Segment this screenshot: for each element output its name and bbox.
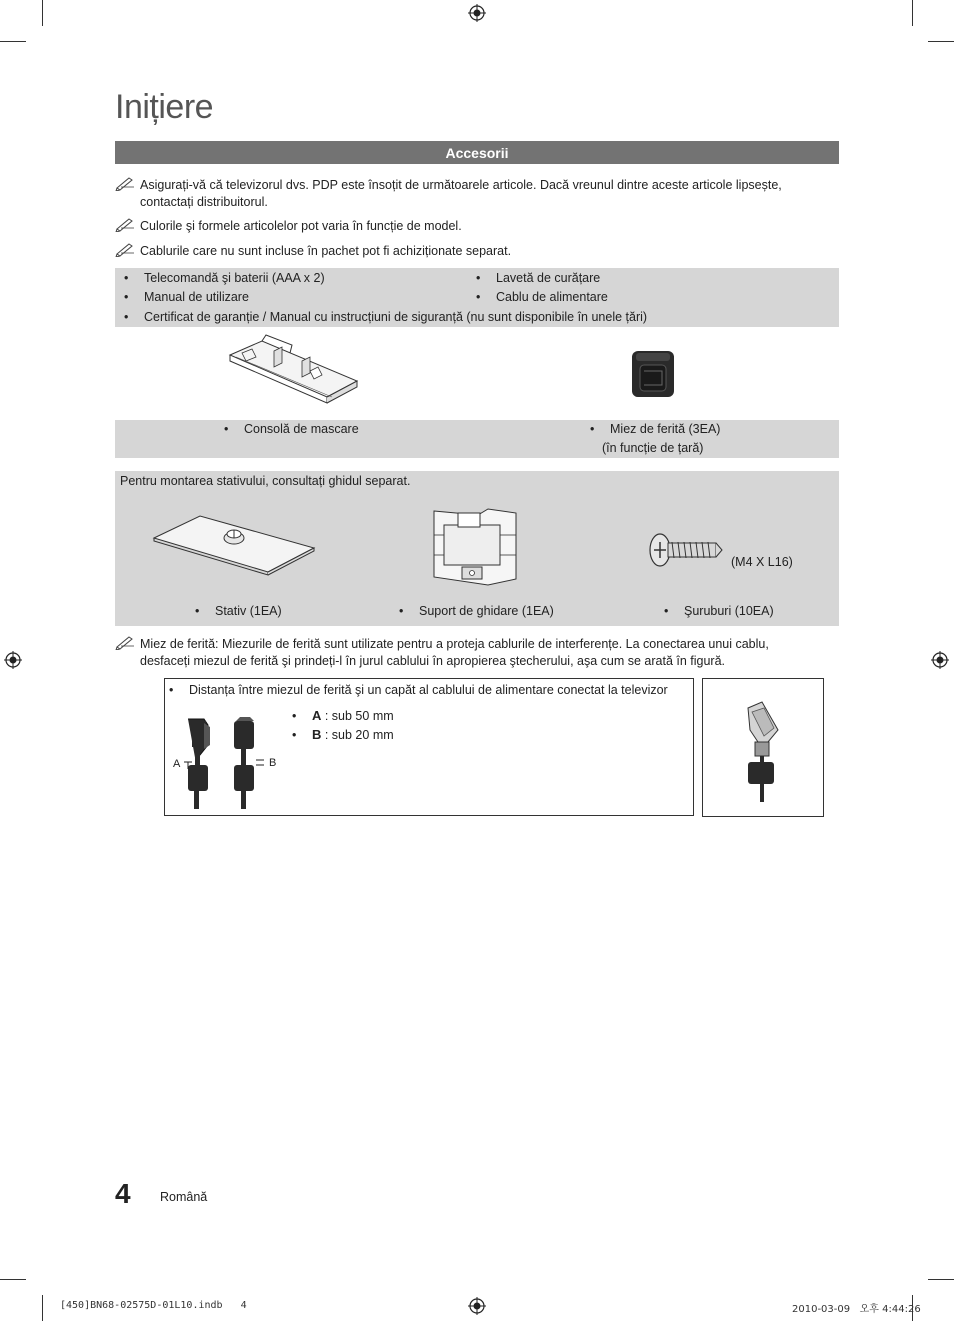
list-item: • B : sub 20 mm <box>292 727 394 742</box>
bullet-icon: • <box>664 604 669 618</box>
list-item: • Distanța între miezul de ferită şi un capăt al cablului de alimentare conectat la televizor <box>169 683 668 697</box>
page-language: Română <box>160 1190 208 1204</box>
bullet-icon: • <box>195 604 200 618</box>
bullet-icon: • <box>292 728 297 742</box>
list-item: • Consolă de mascare <box>224 422 359 436</box>
list-item: • Şuruburi (10EA) <box>664 604 774 618</box>
note-pencil-icon <box>115 241 135 257</box>
crop-mark <box>912 0 913 26</box>
bullet-icon: • <box>292 709 297 723</box>
note-text: Asigurați-vă că televizorul dvs. PDP este însoțit de următoarele articole. Dacă vreunul dintre aceste articole lipsește, <box>140 178 782 192</box>
bullet-icon: • <box>476 290 481 304</box>
print-timestamp: 2010-03-09 오후 4:44:26 <box>792 1304 921 1315</box>
stand-illustration <box>152 512 318 576</box>
ferrite-plug-illustration <box>738 700 784 804</box>
list-item: • Miez de ferită (3EA) <box>590 422 721 436</box>
ferrite-core-illustration <box>630 349 676 399</box>
list-item: • Manual de utilizare <box>124 290 249 304</box>
registration-mark-icon <box>468 1297 486 1315</box>
registration-mark-icon <box>468 4 486 22</box>
bullet-icon: • <box>590 422 595 436</box>
bullet-icon: • <box>476 271 481 285</box>
list-item: • A : sub 50 mm <box>292 708 394 723</box>
list-item: • Telecomandă şi baterii (AAA x 2) <box>124 271 325 285</box>
crop-mark <box>0 1279 26 1280</box>
note-text: Culorile şi formele articolelor pot varia în funcție de model. <box>140 219 462 233</box>
bullet-icon: • <box>124 290 129 304</box>
note-item <box>115 218 839 236</box>
page-title: Inițiere <box>115 88 214 126</box>
screw-illustration <box>648 530 724 570</box>
label-b: B <box>269 757 277 769</box>
note-pencil-icon <box>115 216 135 232</box>
page-number: 4 <box>115 1178 131 1209</box>
cover-bracket-illustration <box>222 333 362 405</box>
crop-mark <box>42 1295 43 1321</box>
stand-intro: Pentru montarea stativului, consultați ghidul separat. <box>120 474 411 488</box>
note-pencil-icon <box>115 634 135 650</box>
list-item: • Lavetă de curățare <box>476 271 601 285</box>
list-item: • Certificat de garanție / Manual cu instrucțiuni de siguranță (nu sunt disponibile în unele țări) <box>124 310 648 324</box>
print-file-info: [450]BN68-02575D-01L10.indb 4 <box>60 1300 247 1311</box>
note-text: Cablurile care nu sunt incluse în pachet pot fi achiziționate separat. <box>140 244 512 258</box>
bullet-icon: • <box>124 271 129 285</box>
bullet-icon: • <box>224 422 229 436</box>
crop-mark <box>928 1279 954 1280</box>
note-item <box>115 636 839 670</box>
crop-mark <box>0 41 26 42</box>
registration-mark-icon <box>4 651 22 669</box>
note-text: desfaceți miezul de ferită şi prindeți-l în jurul cablului în apropierea ştecherului, aşa cum se arată în figură. <box>140 654 726 668</box>
guide-stand-illustration <box>428 505 524 589</box>
screw-size-label: (M4 X L16) <box>731 555 793 569</box>
crop-mark <box>42 0 43 26</box>
list-item-sub: (în funcție de țară) <box>602 441 704 455</box>
section-title: Accesorii <box>115 141 839 164</box>
list-item: • Suport de ghidare (1EA) <box>399 604 554 618</box>
list-item: • Cablu de alimentare <box>476 290 608 304</box>
note-text: Miez de ferită: Miezurile de ferită sunt utilizate pentru a proteja cablurile de interferențe. La conectarea unui cablu, <box>140 637 769 651</box>
bullet-icon: • <box>124 310 129 324</box>
note-item <box>115 243 839 261</box>
bullet-icon: • <box>169 683 174 697</box>
bullet-icon: • <box>399 604 404 618</box>
label-a: A <box>173 758 181 770</box>
note-item <box>115 177 839 211</box>
ferrite-cable-diagram <box>170 715 282 809</box>
note-pencil-icon <box>115 175 135 191</box>
note-text: contactați distribuitorul. <box>140 195 268 209</box>
registration-mark-icon <box>931 651 949 669</box>
crop-mark <box>928 41 954 42</box>
list-item: • Stativ (1EA) <box>195 604 282 618</box>
